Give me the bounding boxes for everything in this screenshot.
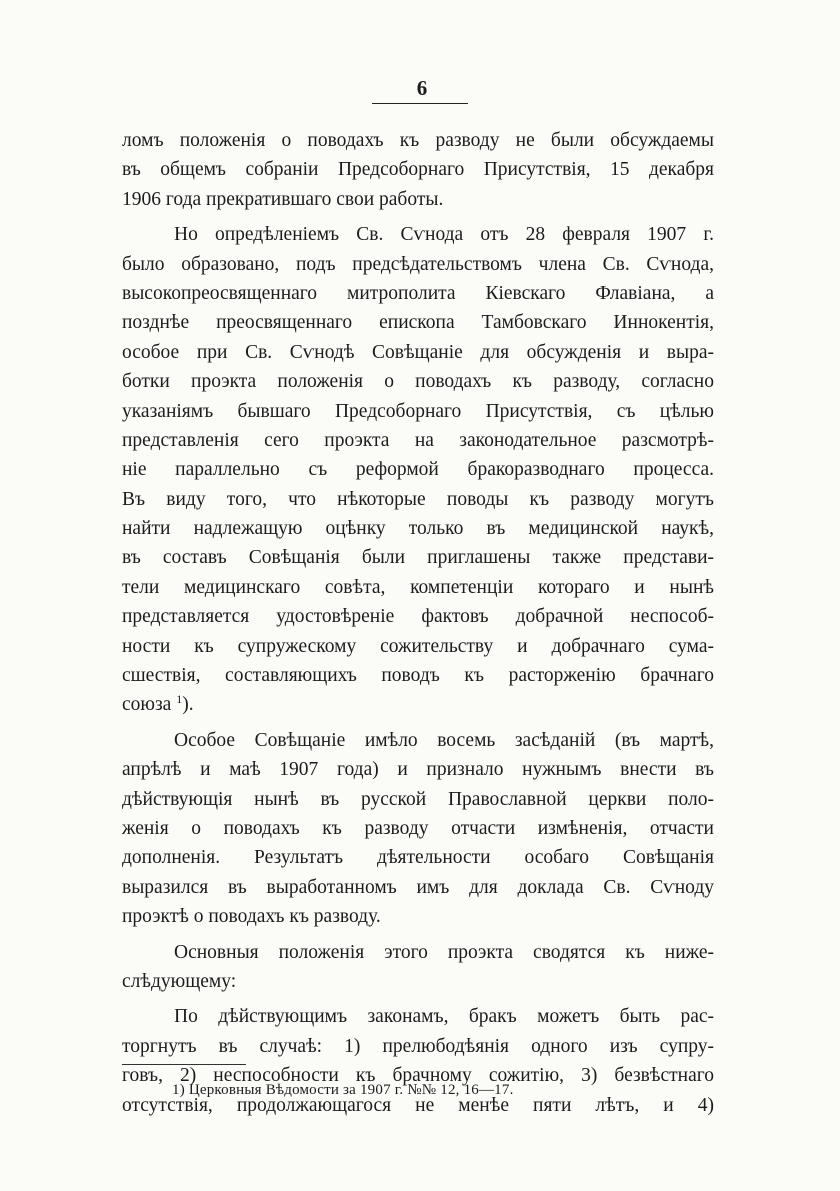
text-line: дополненія. Результатъ дѣятельности особаго Совѣщанія xyxy=(122,847,714,869)
text-line: отсутствія, продолжающагося не менѣе пяти лѣтъ, и 4) xyxy=(122,1094,714,1116)
text-line: въ составъ Совѣщанія были приглашены также представи- xyxy=(122,547,714,569)
text-line: найти надлежащую оцѣнку только въ медицинской наукѣ, xyxy=(122,518,714,540)
text-line: Въ виду того, что нѣкоторые поводы къ разводу могутъ xyxy=(122,488,714,510)
text-line: Основныя положенія этого проэкта сводятся къ ниже- xyxy=(174,941,714,963)
header-rule xyxy=(372,103,468,104)
text-line: ботки проэкта положенія о поводахъ къ разводу, согласно xyxy=(122,371,714,393)
text-line: женія о поводахъ къ разводу отчасти измѣненія, отчасти xyxy=(122,817,714,839)
text-line: дѣйствующія нынѣ въ русской Православной церкви поло- xyxy=(122,788,714,810)
footnote-reference: 1 xyxy=(176,692,183,707)
footnote: 1) Церковныя Вѣдомости за 1907 г. №№ 12, 16—17. xyxy=(172,1082,514,1098)
text-line: ніе параллельно съ реформой бракоразводнаго процесса. xyxy=(122,459,714,481)
text-line: особое при Св. Сѵнодѣ Совѣщаніе для обсужденія и выра- xyxy=(122,341,714,363)
text-line: торгнутъ въ случаѣ: 1) прелюбодѣянія одного изъ супру- xyxy=(122,1035,714,1057)
text-fragment: союза xyxy=(122,694,172,716)
text-line: 1906 года прекратившаго свои работы. xyxy=(122,188,444,210)
text-line: Особое Совѣщаніе имѣло восемь засѣданій (въ мартѣ, xyxy=(174,729,714,751)
text-line: было образовано, подъ предсѣдательствомъ члена Св. Сѵнода, xyxy=(122,253,714,275)
text-line: слѣдующему: xyxy=(122,970,237,992)
text-line: выразился въ выработанномъ имъ для доклада Св. Сѵноду xyxy=(122,876,714,898)
text-line: По дѣйствующимъ законамъ, бракъ можетъ быть рас- xyxy=(174,1006,714,1028)
text-line: указаніямъ бывшаго Предсоборнаго Присутствія, съ цѣлью xyxy=(122,400,714,422)
text-line: сшествія, составляющихъ поводъ къ расторженію брачнаго xyxy=(122,665,714,687)
text-line: ломъ положенія о поводахъ къ разводу не были обсуждаемы xyxy=(122,130,714,151)
page-number: 6 xyxy=(416,76,428,100)
text-fragment: ). xyxy=(182,694,194,716)
text-line xyxy=(122,690,714,719)
text-line: въ общемъ собраніи Предсоборнаго Присутствія, 15 декабря xyxy=(122,159,714,181)
text-line: высокопреосвященнаго митрополита Кіевскаго Флавіана, а xyxy=(122,282,714,304)
text-line: апрѣлѣ и маѣ 1907 года) и признало нужнымъ внести въ xyxy=(122,759,714,781)
text-line: представленія сего проэкта на законодательное разсмотрѣ- xyxy=(122,429,714,451)
text-line: тели медицинскаго совѣта, компетенціи котораго и нынѣ xyxy=(122,576,714,598)
text-line: Но опредѣленіемъ Св. Сѵнода отъ 28 февраля 1907 г. xyxy=(174,224,714,246)
text-line: представляется удостовѣреніе фактовъ добрачной неспособ- xyxy=(122,606,714,628)
text-line: ности къ супружескому сожительству и добрачнаго сума- xyxy=(122,635,714,657)
text-line: проэктѣ о поводахъ къ разводу. xyxy=(122,906,381,928)
body-text xyxy=(122,126,714,1120)
text-line: позднѣе преосвященнаго епископа Тамбовскаго Иннокентія, xyxy=(122,312,714,334)
text-line: говъ, 2) неспособности къ брачному сожитію, 3) безвѣстнаго xyxy=(122,1065,714,1087)
footnote-rule xyxy=(122,1064,246,1065)
